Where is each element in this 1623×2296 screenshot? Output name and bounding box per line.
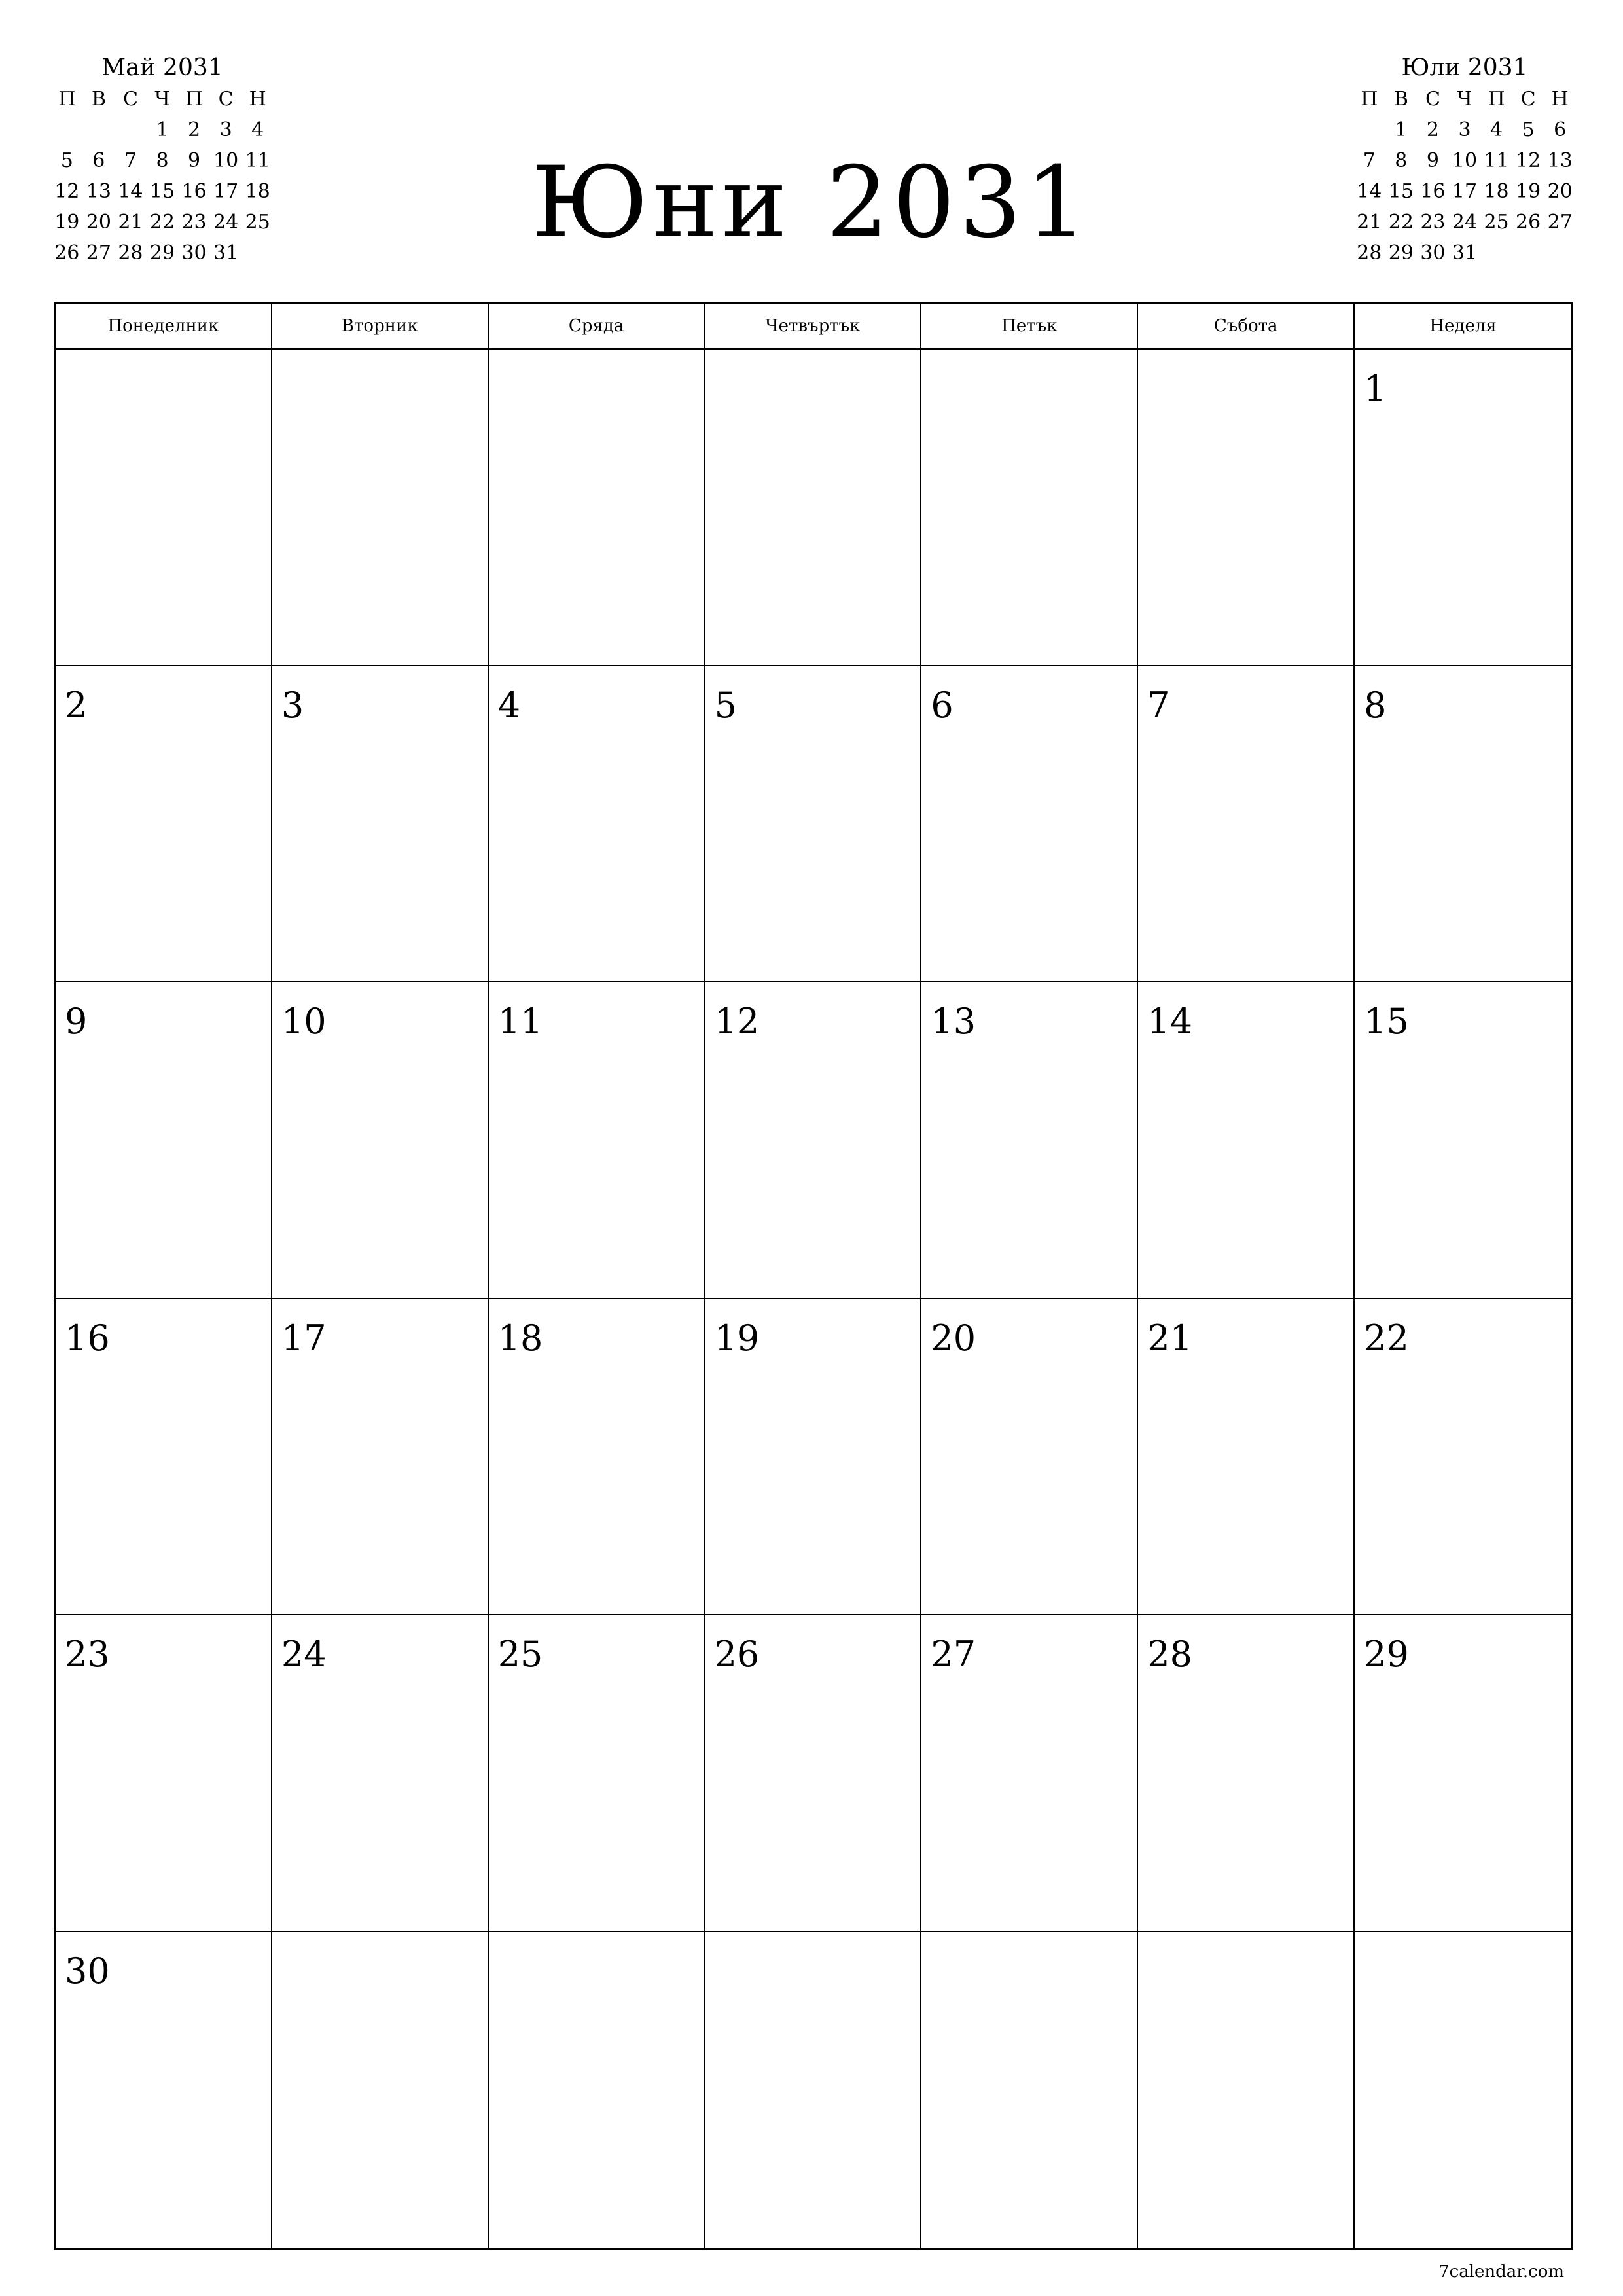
day-cell[interactable] bbox=[56, 1932, 272, 2249]
day-number: 10 bbox=[281, 1001, 327, 1042]
mini-day: 14 bbox=[1357, 180, 1382, 203]
mini-day: 25 bbox=[1484, 211, 1509, 234]
mini-day: 3 bbox=[1458, 118, 1471, 141]
weekday-header: Понеделник bbox=[56, 304, 272, 350]
mini-day: 4 bbox=[251, 118, 264, 141]
day-cell[interactable] bbox=[489, 982, 705, 1299]
empty-day-cell bbox=[1138, 350, 1355, 666]
day-number: 29 bbox=[1364, 1634, 1409, 1675]
mini-day: 11 bbox=[1484, 149, 1509, 172]
day-cell[interactable] bbox=[272, 666, 489, 983]
day-number: 21 bbox=[1147, 1317, 1192, 1359]
mini-calendar-next bbox=[1353, 52, 1576, 268]
day-cell[interactable] bbox=[1355, 982, 1571, 1299]
weekday-header: Събота bbox=[1138, 304, 1355, 350]
empty-day-cell bbox=[272, 1932, 489, 2249]
mini-day: 5 bbox=[60, 149, 73, 172]
mini-weekday-label: Н bbox=[1551, 88, 1569, 111]
mini-calendar-title: Май 2031 bbox=[101, 54, 223, 81]
day-number: 22 bbox=[1364, 1317, 1409, 1359]
mini-day: 18 bbox=[1484, 180, 1509, 203]
day-cell[interactable] bbox=[489, 1615, 705, 1932]
mini-weekday-label: Ч bbox=[1457, 88, 1472, 111]
empty-day-cell bbox=[489, 1932, 705, 2249]
mini-day: 15 bbox=[149, 180, 175, 203]
mini-day: 2 bbox=[188, 118, 201, 141]
day-cell[interactable] bbox=[56, 1615, 272, 1932]
day-cell[interactable] bbox=[489, 1299, 705, 1616]
mini-day: 19 bbox=[1516, 180, 1541, 203]
empty-day-cell bbox=[705, 350, 922, 666]
mini-day: 1 bbox=[156, 118, 169, 141]
mini-day: 18 bbox=[245, 180, 270, 203]
mini-day: 27 bbox=[1547, 211, 1573, 234]
mini-calendar-title: Юли 2031 bbox=[1401, 54, 1528, 81]
mini-day: 26 bbox=[54, 242, 80, 264]
mini-day: 6 bbox=[1554, 118, 1567, 141]
mini-day: 26 bbox=[1516, 211, 1541, 234]
mini-weekday-label: П bbox=[58, 88, 76, 111]
mini-day: 17 bbox=[213, 180, 239, 203]
mini-empty-cell bbox=[1353, 115, 1385, 145]
mini-weekday-label: Ч bbox=[154, 88, 170, 111]
day-cell[interactable] bbox=[1138, 1299, 1355, 1616]
footer-credit: 7calendar.com bbox=[1438, 2262, 1564, 2282]
day-cell[interactable] bbox=[705, 982, 922, 1299]
day-number: 28 bbox=[1147, 1634, 1192, 1675]
empty-day-cell bbox=[489, 350, 705, 666]
day-number: 2 bbox=[65, 684, 88, 726]
day-cell[interactable] bbox=[1355, 1615, 1571, 1932]
mini-weekday-label: С bbox=[1425, 88, 1440, 111]
empty-day-cell bbox=[56, 350, 272, 666]
empty-day-cell bbox=[1355, 1932, 1571, 2249]
mini-day: 9 bbox=[188, 149, 201, 172]
mini-weekday-label: В bbox=[91, 88, 106, 111]
mini-day: 23 bbox=[181, 211, 207, 234]
mini-day: 22 bbox=[149, 211, 175, 234]
weekday-header: Четвъртък bbox=[705, 304, 922, 350]
empty-day-cell bbox=[921, 350, 1138, 666]
mini-day: 8 bbox=[1395, 149, 1408, 172]
mini-day: 28 bbox=[1357, 242, 1382, 264]
day-number: 3 bbox=[281, 684, 304, 726]
day-number: 20 bbox=[931, 1317, 976, 1359]
mini-day: 19 bbox=[54, 211, 80, 234]
day-number: 27 bbox=[931, 1634, 976, 1675]
day-cell[interactable] bbox=[921, 982, 1138, 1299]
day-number: 5 bbox=[714, 684, 737, 726]
mini-day: 17 bbox=[1452, 180, 1478, 203]
day-number: 9 bbox=[65, 1001, 88, 1042]
mini-day: 7 bbox=[1363, 149, 1376, 172]
day-cell[interactable] bbox=[921, 1615, 1138, 1932]
day-number: 30 bbox=[65, 1950, 110, 1992]
mini-day: 31 bbox=[213, 242, 239, 264]
day-cell[interactable] bbox=[56, 1299, 272, 1616]
day-cell[interactable] bbox=[705, 1615, 922, 1932]
mini-day: 10 bbox=[213, 149, 239, 172]
mini-day: 5 bbox=[1522, 118, 1535, 141]
mini-weekday-label: П bbox=[1488, 88, 1505, 111]
day-number: 7 bbox=[1147, 684, 1170, 726]
day-cell[interactable] bbox=[272, 1615, 489, 1932]
mini-day: 29 bbox=[149, 242, 175, 264]
day-cell[interactable] bbox=[56, 982, 272, 1299]
day-number: 13 bbox=[931, 1001, 976, 1042]
mini-weekday-label: Н bbox=[249, 88, 266, 111]
mini-weekday-label: П bbox=[1361, 88, 1378, 111]
day-number: 26 bbox=[714, 1634, 760, 1675]
mini-day: 22 bbox=[1388, 211, 1414, 234]
mini-day: 1 bbox=[1395, 118, 1408, 141]
day-number: 23 bbox=[65, 1634, 110, 1675]
day-cell[interactable] bbox=[1355, 666, 1571, 983]
day-number: 24 bbox=[281, 1634, 327, 1675]
day-cell[interactable] bbox=[1138, 666, 1355, 983]
mini-day: 27 bbox=[86, 242, 111, 264]
day-number: 17 bbox=[281, 1317, 327, 1359]
day-cell[interactable] bbox=[705, 1299, 922, 1616]
day-number: 4 bbox=[497, 684, 521, 726]
day-cell[interactable] bbox=[1355, 1299, 1571, 1616]
mini-day: 12 bbox=[1516, 149, 1541, 172]
day-cell[interactable] bbox=[272, 1299, 489, 1616]
day-number: 19 bbox=[714, 1317, 760, 1359]
mini-day: 20 bbox=[86, 211, 111, 234]
weekday-header: Сряда bbox=[489, 304, 705, 350]
mini-day: 2 bbox=[1426, 118, 1439, 141]
mini-day: 15 bbox=[1388, 180, 1414, 203]
mini-day: 20 bbox=[1547, 180, 1573, 203]
mini-day: 11 bbox=[245, 149, 270, 172]
mini-day: 24 bbox=[1452, 211, 1478, 234]
mini-day: 16 bbox=[1420, 180, 1446, 203]
day-cell[interactable] bbox=[1355, 350, 1571, 666]
day-number: 15 bbox=[1364, 1001, 1409, 1042]
mini-day: 21 bbox=[118, 211, 143, 234]
mini-day: 30 bbox=[181, 242, 207, 264]
day-number: 18 bbox=[497, 1317, 543, 1359]
mini-day: 16 bbox=[181, 180, 207, 203]
mini-weekday-label: С bbox=[122, 88, 138, 111]
empty-day-cell bbox=[705, 1932, 922, 2249]
empty-day-cell bbox=[921, 1932, 1138, 2249]
day-cell[interactable] bbox=[56, 666, 272, 983]
day-cell[interactable] bbox=[272, 982, 489, 1299]
mini-day: 31 bbox=[1452, 242, 1478, 264]
mini-day: 8 bbox=[156, 149, 169, 172]
mini-day: 28 bbox=[118, 242, 143, 264]
weekday-header: Вторник bbox=[272, 304, 489, 350]
day-number: 25 bbox=[497, 1634, 543, 1675]
day-cell[interactable] bbox=[489, 666, 705, 983]
day-number: 1 bbox=[1364, 368, 1387, 409]
mini-weekday-label: С bbox=[218, 88, 234, 111]
day-number: 12 bbox=[714, 1001, 760, 1042]
day-cell[interactable] bbox=[1138, 982, 1355, 1299]
mini-day: 23 bbox=[1420, 211, 1446, 234]
mini-day: 24 bbox=[213, 211, 239, 234]
mini-day: 29 bbox=[1388, 242, 1414, 264]
mini-day: 3 bbox=[219, 118, 232, 141]
mini-day: 9 bbox=[1426, 149, 1439, 172]
mini-day: 14 bbox=[118, 180, 143, 203]
month-grid bbox=[54, 302, 1573, 2250]
empty-day-cell bbox=[272, 350, 489, 666]
mini-weekday-label: В bbox=[1393, 88, 1408, 111]
day-number: 8 bbox=[1364, 684, 1387, 726]
day-cell[interactable] bbox=[921, 1299, 1138, 1616]
weekday-header: Неделя bbox=[1355, 304, 1571, 350]
day-cell[interactable] bbox=[705, 666, 922, 983]
mini-weekday-label: П bbox=[185, 88, 203, 111]
mini-day: 4 bbox=[1490, 118, 1503, 141]
day-number: 6 bbox=[931, 684, 954, 726]
day-number: 14 bbox=[1147, 1001, 1192, 1042]
mini-weekday-label: С bbox=[1520, 88, 1536, 111]
mini-day: 13 bbox=[86, 180, 111, 203]
mini-day: 13 bbox=[1547, 149, 1573, 172]
mini-day: 30 bbox=[1420, 242, 1446, 264]
mini-day: 7 bbox=[124, 149, 137, 172]
mini-day: 6 bbox=[92, 149, 105, 172]
mini-day: 12 bbox=[54, 180, 80, 203]
mini-day: 10 bbox=[1452, 149, 1478, 172]
mini-day: 21 bbox=[1357, 211, 1382, 234]
mini-calendar-grid bbox=[1353, 84, 1576, 268]
day-cell[interactable] bbox=[921, 666, 1138, 983]
day-number: 16 bbox=[65, 1317, 110, 1359]
empty-day-cell bbox=[1138, 1932, 1355, 2249]
weekday-header: Петък bbox=[921, 304, 1138, 350]
day-cell[interactable] bbox=[1138, 1615, 1355, 1932]
day-number: 11 bbox=[497, 1001, 543, 1042]
page-title: Юни 2031 bbox=[531, 146, 1092, 260]
mini-day: 25 bbox=[245, 211, 270, 234]
